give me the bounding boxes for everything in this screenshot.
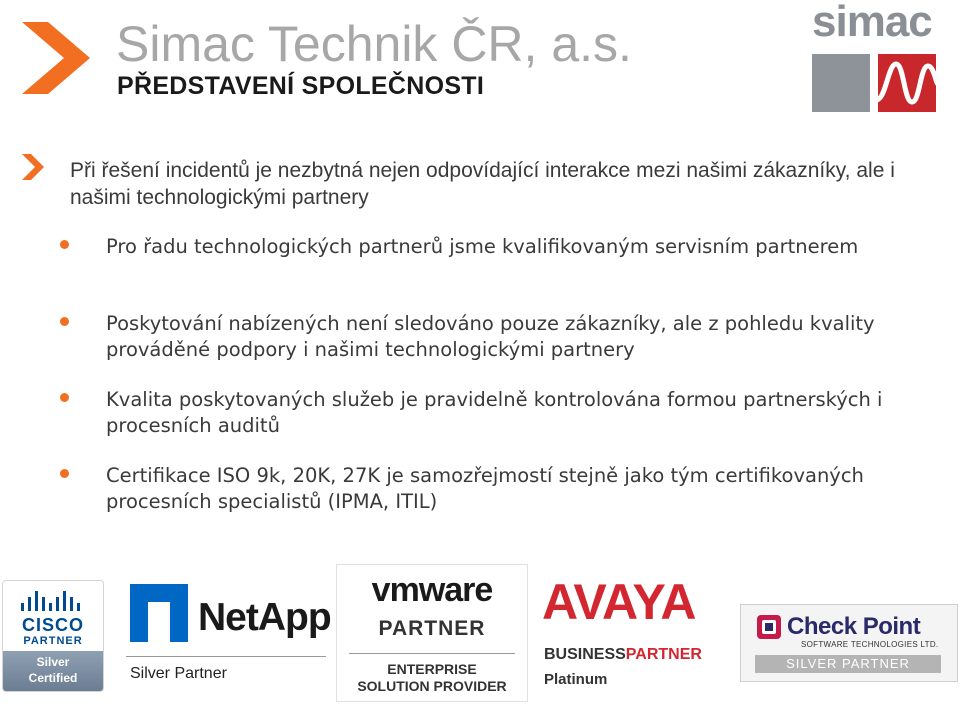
netapp-mark-icon — [130, 584, 188, 642]
bullet-dot — [60, 317, 69, 326]
page-title: Simac Technik ČR, a.s. — [116, 16, 632, 72]
simac-logo — [808, 0, 942, 112]
bullet-text: Pro řadu technologických partnerů jsme kvalifikovaným servisním partnerem — [106, 235, 859, 258]
simac-logo-red-square — [878, 54, 936, 112]
avaya-business-partner — [544, 646, 702, 664]
avaya-bp-2: PARTNER — [625, 646, 702, 663]
orange-chevron-icon — [22, 22, 92, 94]
cisco-name: CISCO — [21, 615, 84, 635]
avaya-tier: Platinum — [544, 671, 608, 688]
simac-logo-grey-square — [812, 54, 870, 112]
netapp-partner-logo — [126, 580, 330, 690]
cisco-tier-1: Silver — [36, 655, 70, 669]
bullet-dot — [60, 393, 69, 402]
wave-icon — [878, 54, 936, 112]
bullet-text: Kvalita poskytovaných služeb je pravidelně kontrolována formou partnerských i procesních auditů — [106, 388, 883, 437]
checkpoint-name: Check Point — [787, 613, 921, 640]
checkpoint-subtitle: SOFTWARE TECHNOLOGIES LTD. — [801, 640, 939, 649]
page-subtitle: PŘEDSTAVENÍ SPOLEČNOSTI — [117, 72, 485, 100]
bullet-text: Poskytování nabízených není sledováno pouze zákazníky, ale z pohledu kvality prováděné podpory i našimi technologickými partnery — [106, 312, 875, 361]
divider — [126, 656, 326, 657]
vmware-partner-label: PARTNER — [378, 617, 486, 640]
cisco-partner-logo — [2, 580, 104, 692]
netapp-name: NetApp — [198, 596, 331, 639]
cisco-bars-icon — [21, 591, 85, 613]
checkpoint-mark-icon — [757, 615, 781, 639]
vmware-tier-1: ENTERPRISE — [387, 661, 477, 677]
simac-logo-word: simac — [812, 0, 932, 46]
intro-text: Při řešení incidentů je nezbytná nejen odpovídající interakce mezi našimi zákazníky, ale i našimi technologickými partnery — [70, 159, 895, 209]
netapp-tier: Silver Partner — [130, 665, 227, 682]
bullet-dot — [60, 240, 69, 249]
cisco-partner-label: PARTNER — [23, 635, 83, 647]
checkpoint-tier: SILVER PARTNER — [786, 656, 910, 671]
vmware-partner-logo — [336, 564, 528, 702]
checkpoint-partner-logo — [740, 604, 958, 682]
bullet-text: Certifikace ISO 9k, 20K, 27K je samozřejmostí stejně jako tým certifikovaných procesních specialistů (IPMA, ITIL) — [106, 464, 864, 513]
vmware-tier-2: SOLUTION PROVIDER — [357, 678, 507, 694]
bullet-dot — [60, 469, 69, 478]
avaya-bp-1: BUSINESS — [544, 646, 626, 663]
avaya-partner-logo — [540, 572, 730, 698]
avaya-name: AVAYA — [542, 574, 696, 630]
divider — [349, 653, 515, 654]
cisco-tier-2: Certified — [28, 671, 78, 685]
orange-arrow-icon — [22, 154, 46, 180]
vmware-name: vmware — [371, 571, 493, 609]
